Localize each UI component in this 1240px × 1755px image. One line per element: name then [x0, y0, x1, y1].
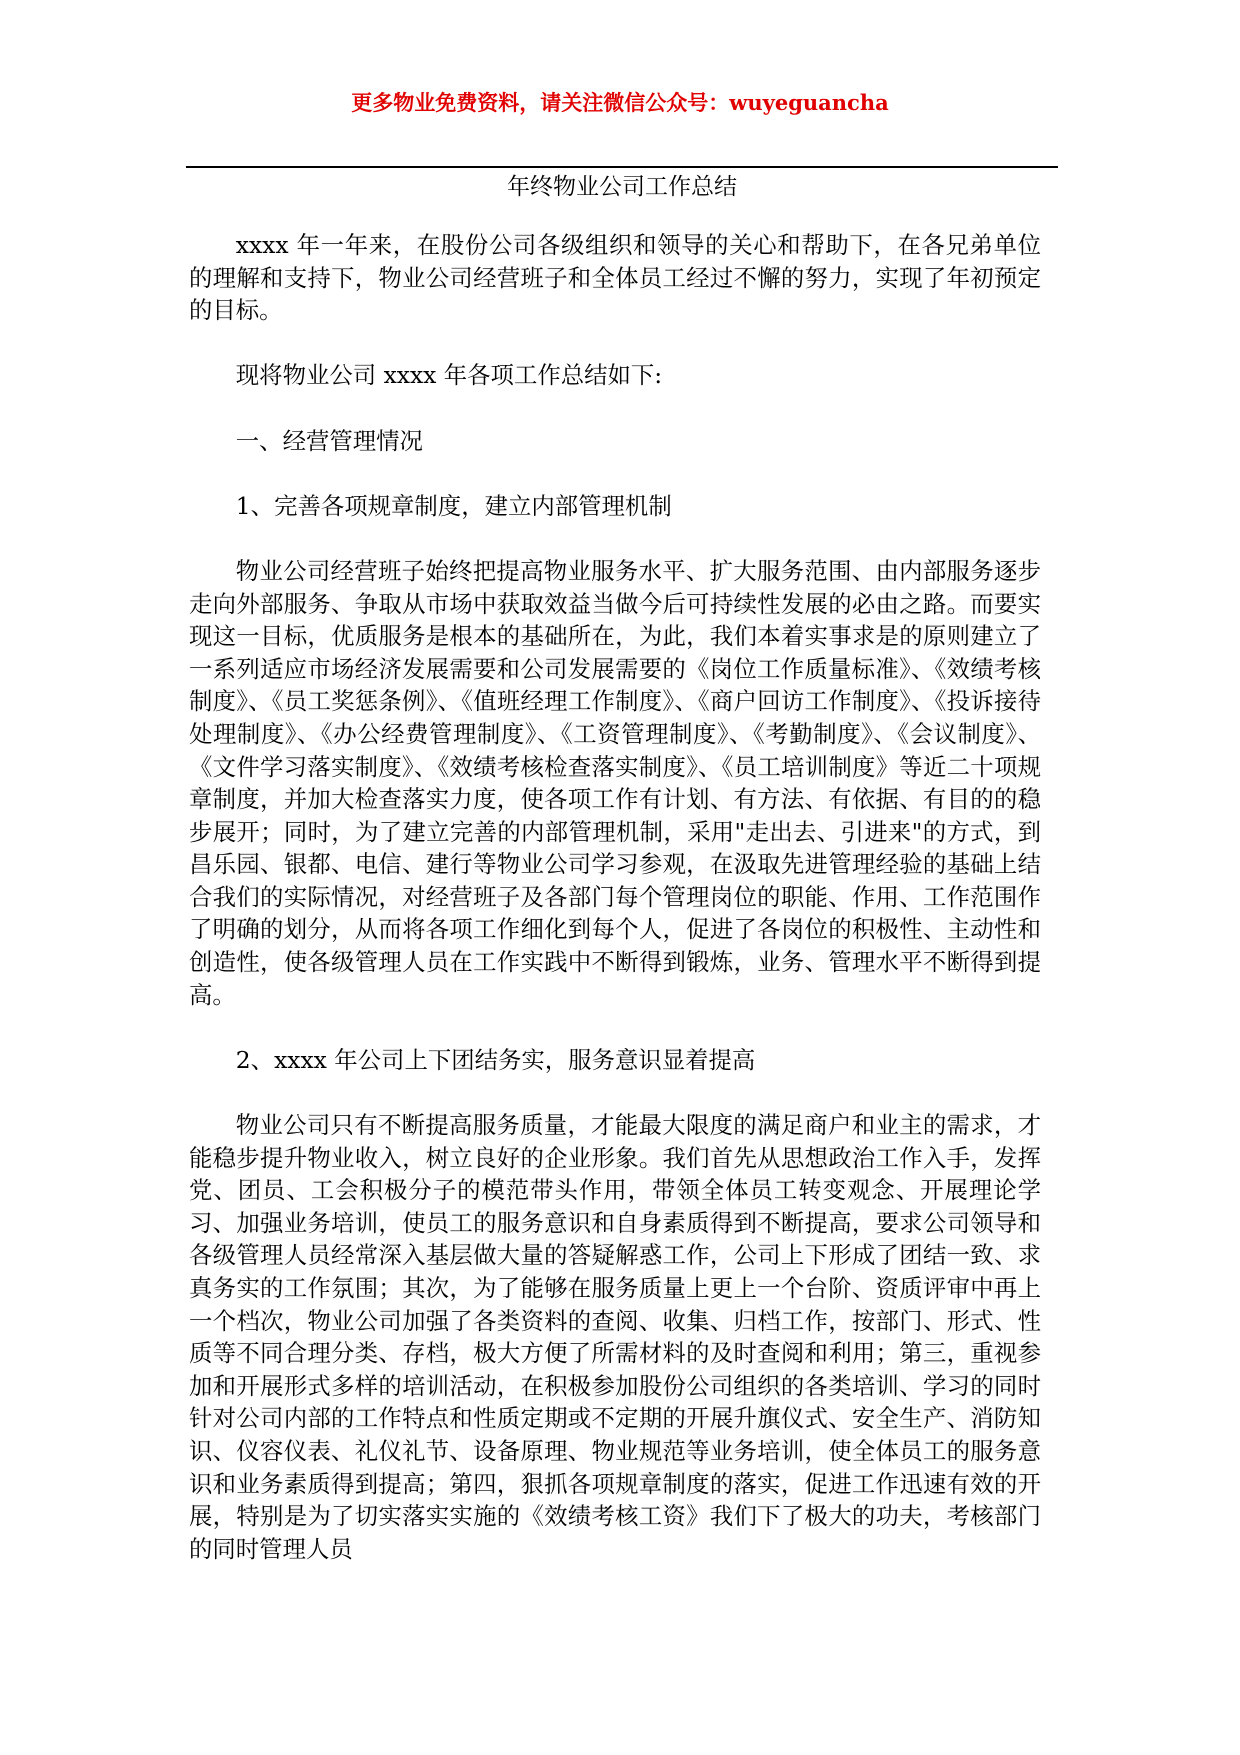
paragraph-intro: xxxx 年一年来，在股份公司各级组织和领导的关心和帮助下，在各兄弟单位的理解和支持下，物业公司经营班子和全体员工经过不懈的努力，实现了年初预定的目标。	[189, 231, 1041, 325]
subsection-heading-2: 2、xxxx 年公司上下团结务实，服务意识显着提高	[235, 1045, 756, 1074]
page-title: 年终物业公司工作总结	[507, 174, 737, 200]
paragraph-service: 物业公司只有不断提高服务质量，才能最大限度的满足商户和业主的需求，才能稳步提升物业收入，树立良好的企业形象。我们首先从思想政治工作入手，发挥党、团员、工会积极分子的模范带头作用，带领全体员工转变观念、开展理论学习、加强业务培训，使员工的服务意识和自身素质得到不断提高，要求公司领导和各级管理人员经常深入基层做大量的答疑解惑工作，公司上下形成了团结一致、求真务实的工作氛围；其次，为了能够在服务质量上更上一个台阶、资质评审中再上一个档次，物业公司加强了各类资料的查阅、收集、归档工作，按部门、形式、性质等不同合理分类、存档，极大方便了所需材料的及时查阅和利用；第三，重视参加和开展形式多样的培训活动，在积极参加股份公司组织的各类培训、学习的同时针对公司内部的工作特点和性质定期或不定期的开展升旗仪式、安全生产、消防知识、仪容仪表、礼仪礼节、设备原理、物业规范等业务培训，使全体员工的服务意识和业务素质得到提高；第四，狠抓各项规章制度的落实，促进工作迅速有效的开展，特别是为了切实落实实施的《效绩考核工资》我们下了极大的功夫，考核部门的同时管理人员	[189, 1111, 1041, 1563]
paragraph-summary-lead: 现将物业公司 xxxx 年各项工作总结如下:	[235, 361, 663, 390]
header-divider	[186, 166, 1058, 168]
header-banner: 更多物业免费资料，请关注微信公众号：wuyeguancha	[351, 90, 889, 115]
paragraph-rules: 物业公司经营班子始终把提高物业服务水平、扩大服务范围、由内部服务逐步走向外部服务、争取从市场中获取效益当做今后可持续性发展的必由之路。而要实现这一目标，优质服务是根本的基础所在，为此，我们本着实事求是的原则建立了一系列适应市场经济发展需要和公司发展需要的《岗位工作质量标准》、《效绩考核制度》、《员工奖惩条例》、《值班经理工作制度》、《商户回访工作制度》、《投诉接待处理制度》、《办公经费管理制度》、《工资管理制度》、《考勤制度》、《会议制度》、《文件学习落实制度》、《效绩考核检查落实制度》、《员工培训制度》等近二十项规章制度，并加大检查落实力度，使各项工作有计划、有方法、有依据、有目的的稳步展开；同时，为了建立完善的内部管理机制，采用"走出去、引进来"的方式，到昌乐园、银都、电信、建行等物业公司学习参观，在汲取先进管理经验的基础上结合我们的实际情况，对经营班子及各部门每个管理岗位的职能、作用、工作范围作了明确的划分，从而将各项工作细化到每个人，促进了各岗位的积极性、主动性和创造性，使各级管理人员在工作实践中不断得到锻炼，业务、管理水平不断得到提高。	[189, 556, 1041, 1009]
subsection-heading-1: 1、完善各项规章制度，建立内部管理机制	[235, 491, 672, 520]
section-heading-1: 一、经营管理情况	[235, 426, 423, 455]
document-body	[189, 229, 1041, 1598]
